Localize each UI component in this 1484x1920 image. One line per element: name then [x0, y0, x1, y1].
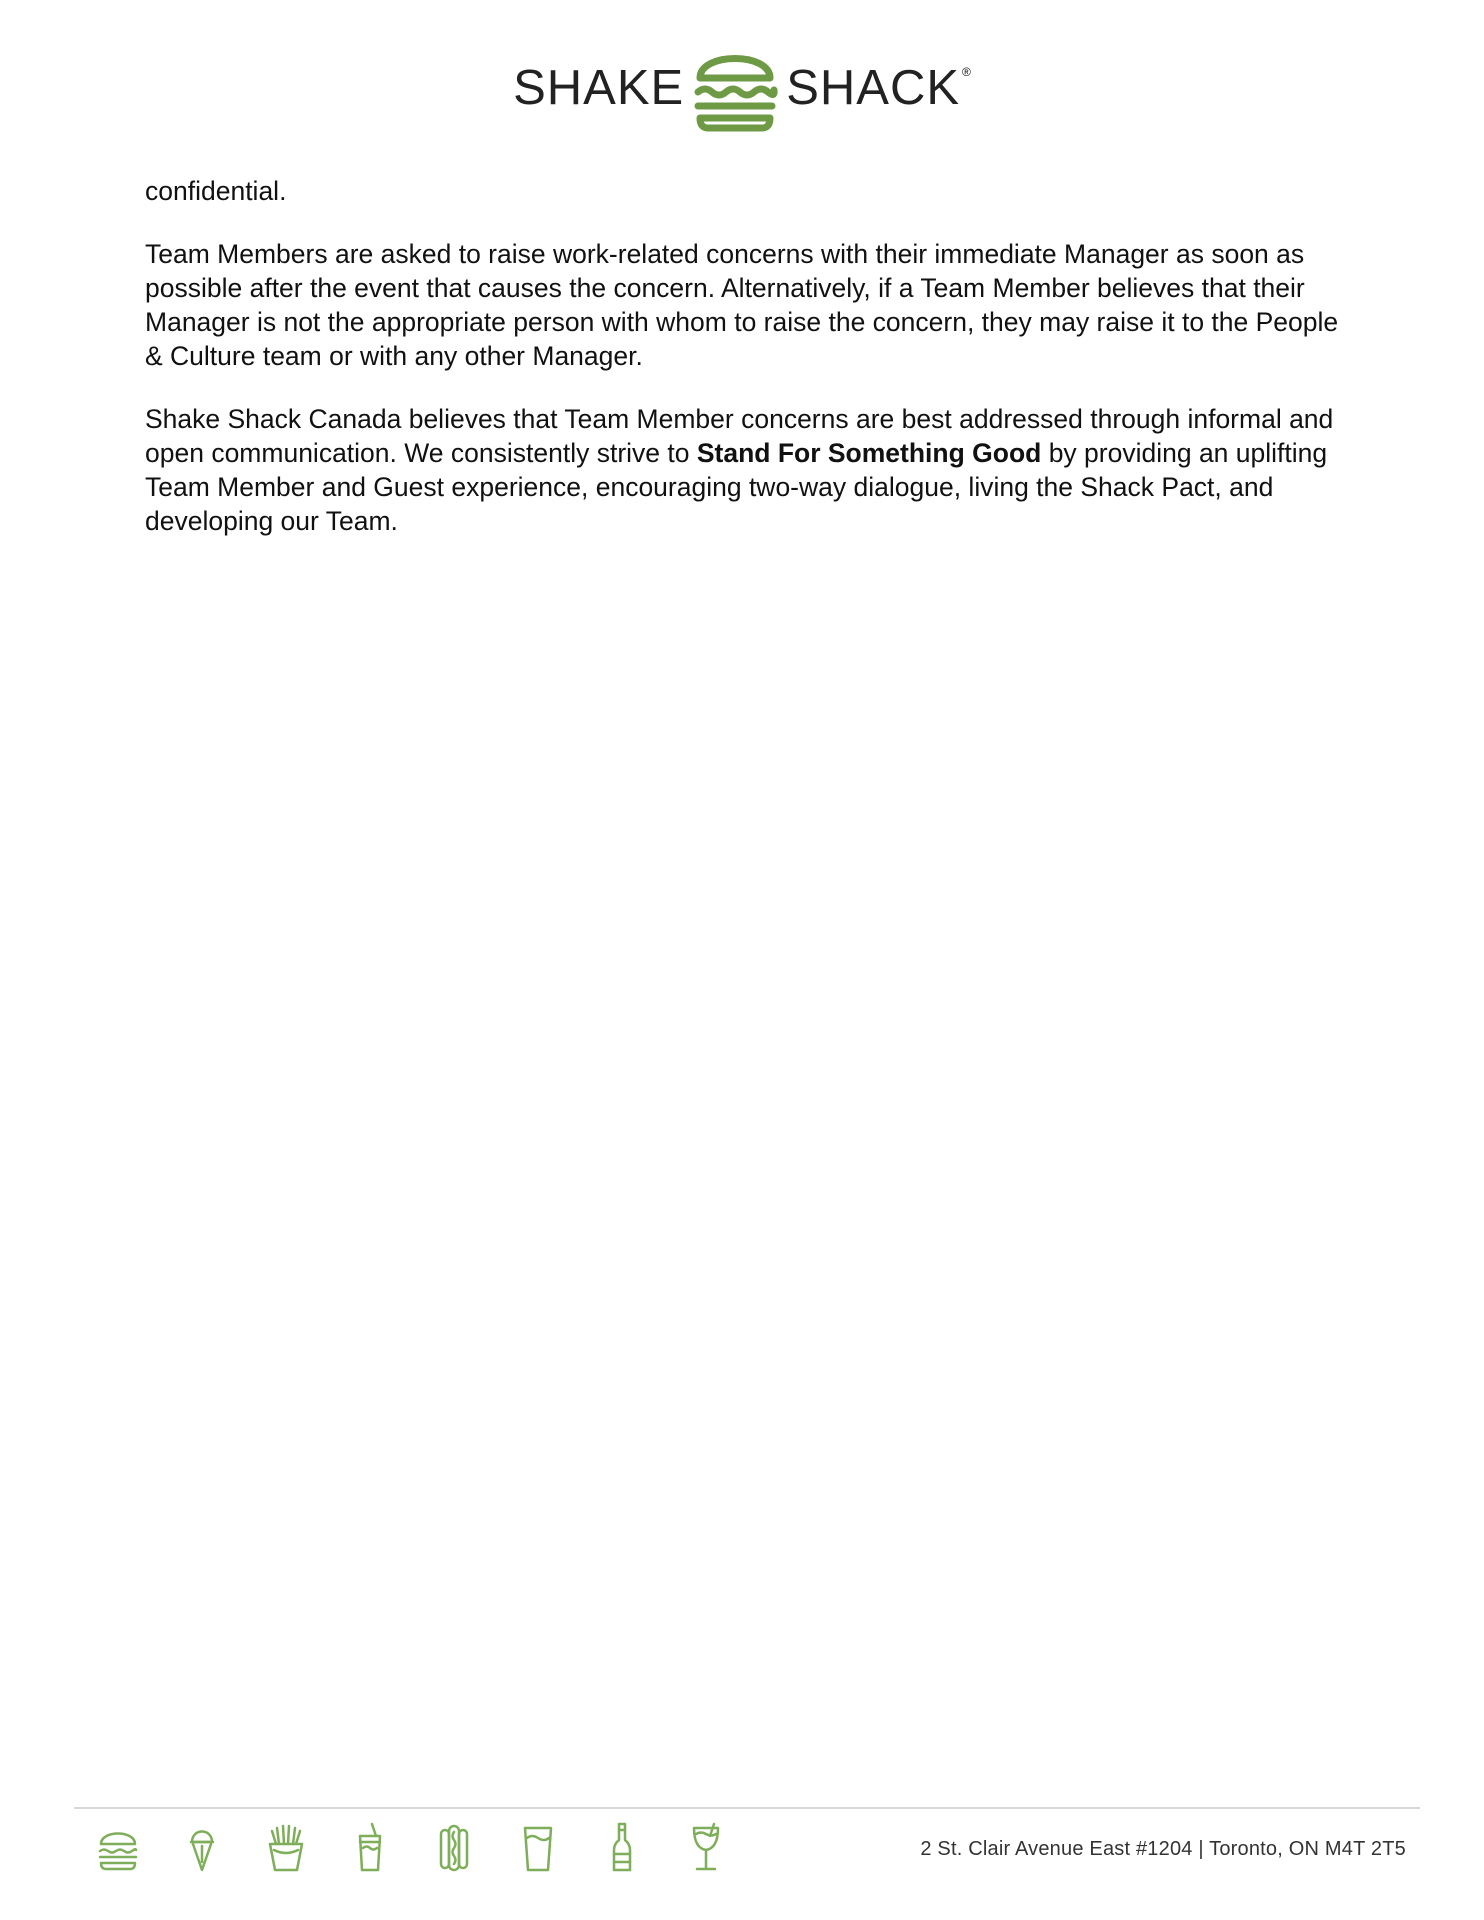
bold-phrase: Stand For Something Good: [696, 438, 1042, 468]
paragraph-text-end: by providing an uplifting Team Member and Guest experience, encouraging two-way dialogue, living the Shack Pact, and developing our Team.: [145, 438, 1328, 536]
document-body: [145, 174, 1345, 567]
paragraph-open-communication: [145, 402, 1345, 538]
burger-icon: [692, 42, 778, 134]
shake-shack-logo: [0, 40, 1484, 136]
burger-icon: [96, 1822, 140, 1874]
glass-icon: [516, 1822, 560, 1874]
wine-glass-icon: [684, 1822, 728, 1874]
drink-cup-icon: [348, 1822, 392, 1874]
footer-icon-row: [96, 1820, 768, 1876]
ice-cream-cone-icon: [180, 1822, 224, 1874]
fries-icon: [264, 1822, 308, 1874]
logo-word-left: SHAKE: [513, 60, 685, 115]
logo-word-right: SHACK: [786, 60, 961, 115]
hot-dog-icon: [432, 1822, 476, 1874]
registered-mark: ®: [962, 65, 971, 79]
paragraph-raise-concerns: Team Members are asked to raise work-related concerns with their immediate Manager as soon as possible after the event that causes the concern. Alternatively, if a Team Member believes that their Manager is not the appropriate person with whom to raise the concern, they may raise it to the People & Culture team or with any other Manager.: [145, 239, 1339, 371]
paragraph-text-start: Shake Shack Canada believes that Team Member concerns are best addressed through informal and open communication. We consistently strive to: [145, 404, 1334, 468]
footer-address: 2 St. Clair Avenue East #1204 | Toronto, ON M4T 2T5: [920, 1838, 1406, 1860]
paragraph-continuation: confidential.: [145, 176, 287, 206]
footer-divider: [74, 1807, 1420, 1809]
bottle-icon: [600, 1822, 644, 1874]
